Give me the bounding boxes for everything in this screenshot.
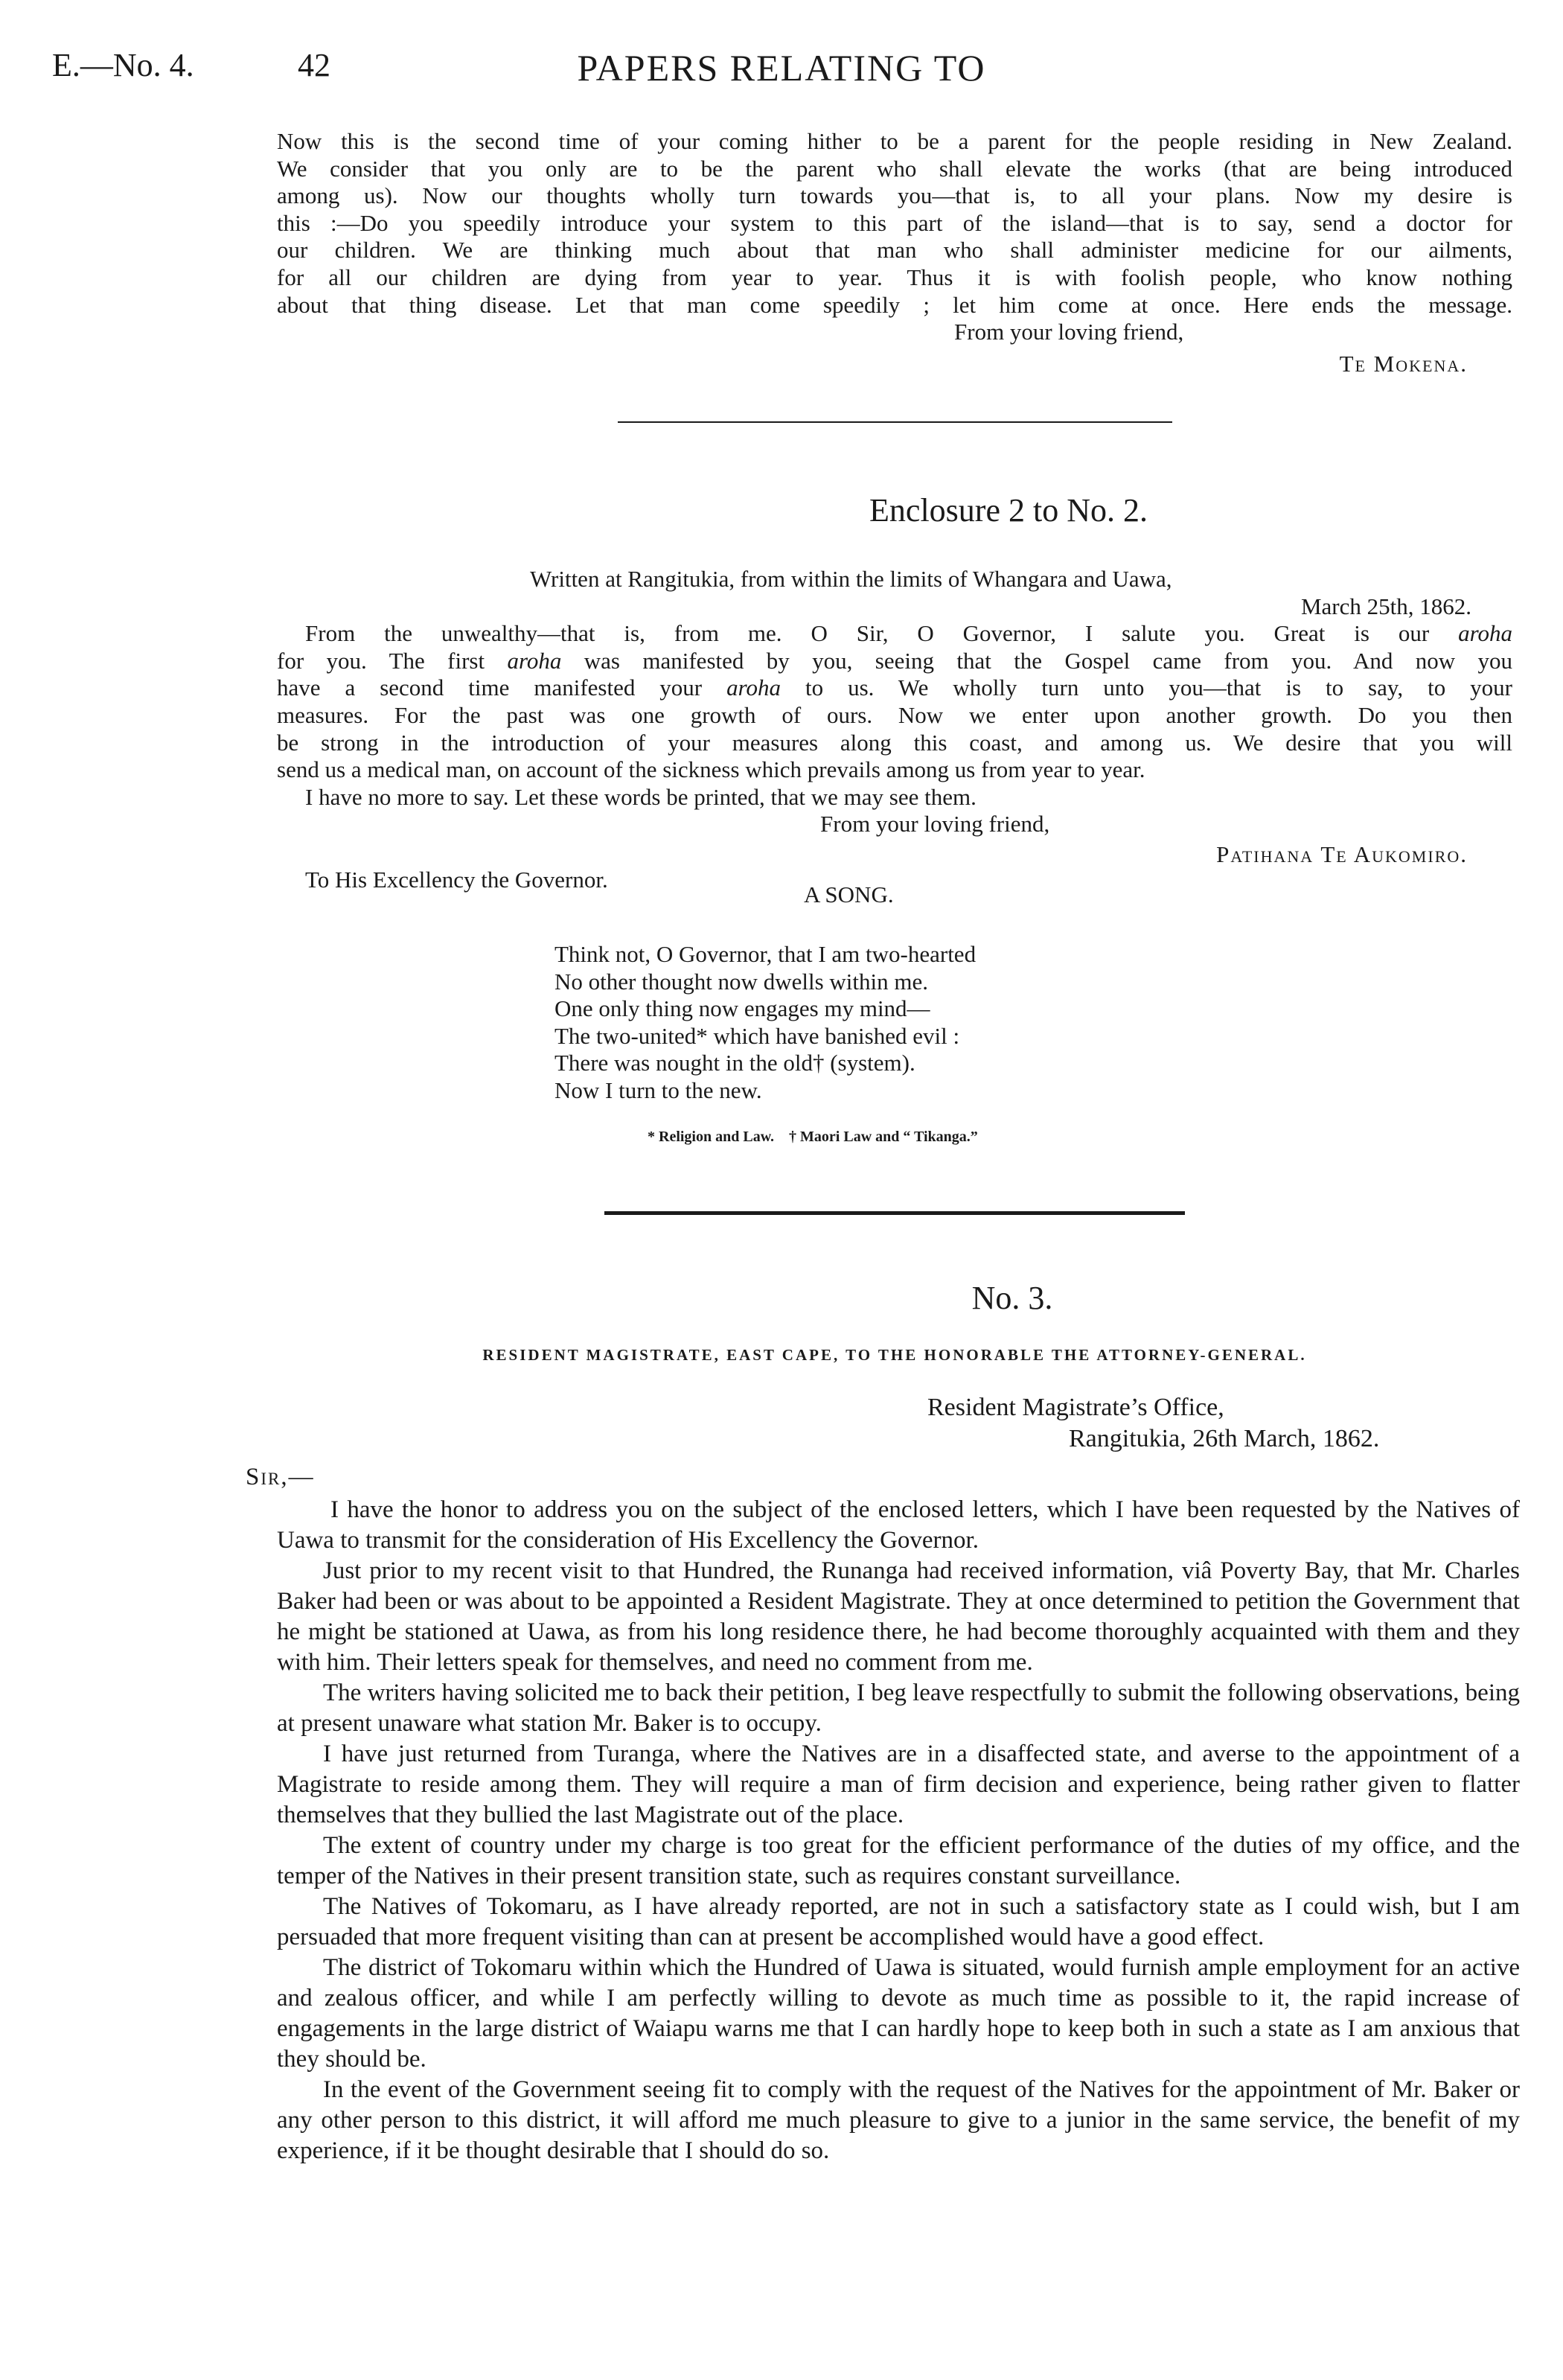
verse-line: The two-united* which have banished evil :	[554, 1022, 960, 1049]
section-subheading: RESIDENT MAGISTRATE, EAST CAPE, TO THE HONORABLE THE ATTORNEY-GENERAL.	[482, 1346, 1307, 1364]
letter-signature: Patihana Te Aukomiro.	[1216, 840, 1468, 867]
verse-line: One only thing now engages my mind—	[554, 995, 930, 1022]
letter-te-mokena	[277, 128, 1512, 377]
text-line: be strong in the introduction of your measures along this coast, and among us. We desire that you will	[277, 729, 1512, 756]
page-header	[52, 46, 1511, 98]
text-line: for all our children are dying from year to year. Thus it is with foolish people, who know nothing	[277, 264, 1512, 290]
text-line: have a second time manifested your aroha to us. We wholly turn unto you—that is to say, to your	[277, 674, 1512, 701]
song-footnote: * Religion and Law. † Maori Law and “ Tikanga.”	[648, 1129, 978, 1145]
letter-closing: From your loving friend,	[954, 319, 1184, 345]
text-line: send us a medical man, on account of the sickness which prevails among us from year to year.	[277, 756, 1145, 783]
text-line: about that thing disease. Let that man come speedily ; let him come at once. Here ends the message.	[277, 291, 1512, 318]
office-address	[927, 1392, 1379, 1455]
letter-body	[277, 1495, 1520, 2166]
text-line: our children. We are thinking much about that man who shall administer medicine for our ailments,	[277, 237, 1512, 264]
paragraph: The writers having solicited me to back their petition, I beg leave respectfully to submit the following observations, being at present unaware what station Mr. Baker is to occupy.	[277, 1679, 1520, 1737]
document-reference: E.—No. 4.	[52, 47, 194, 83]
paragraph: The district of Tokomaru within which the Hundred of Uawa is situated, would furnish ample employment for an active and zealous officer, and while I am perfectly willing to devote as much time as possible to it, the rapid increase of engagements in the large district of Waiapu warns me that I can hardly hope to keep both in such a state as I am anxious that they should be.	[277, 1954, 1520, 2073]
text-line: measures. For the past was one growth of ours. Now we enter upon another growth. Do you then	[277, 701, 1512, 728]
place-line: Written at Rangitukia, from within the limits of Whangara and Uawa,	[530, 566, 1172, 592]
enclosure-letter	[277, 566, 1512, 869]
song-verse	[554, 941, 976, 1105]
paragraph: In the event of the Government seeing fit to comply with the request of the Natives for the appointment of Mr. Baker or any other person to this district, it will afford me much pleasure to give to a junior in the same service, the benefit of my experience, if it be thought desirable that I should do so.	[277, 2076, 1520, 2164]
section-divider	[618, 421, 1172, 423]
paragraph: Just prior to my recent visit to that Hundred, the Runanga had received information, viâ Poverty Bay, that Mr. Charles Baker had been or was about to be appointed a Resident Magistrate. They at once determined to petition the Government that he might be stationed at Uawa, as from his long residence there, he had become thoroughly acquainted with them and they with him. Their letters speak for themselves, and need no comment from me.	[277, 1557, 1520, 1676]
office-line: Resident Magistrate’s Office,	[927, 1394, 1224, 1421]
text-line: for you. The first aroha was manifested by you, seeing that the Gospel came from you. And now you	[277, 647, 1512, 674]
verse-line: Now I turn to the new.	[554, 1076, 762, 1103]
text-line: We consider that you only are to be the parent who shall elevate the works (that are being introduced	[277, 155, 1512, 182]
section-heading: No. 3.	[971, 1280, 1053, 1316]
paragraph: I have the honor to address you on the subject of the enclosed letters, which I have been requested by the Natives of Uawa to transmit for the consideration of His Excellency the Governor.	[277, 1496, 1520, 1554]
verse-line: There was nought in the old† (system).	[554, 1050, 915, 1076]
addressee: To His Excellency the Governor.	[305, 867, 608, 893]
salutation: Sir,—	[246, 1464, 315, 1490]
letter-date: March 25th, 1862.	[1300, 593, 1471, 619]
text-line: Now this is the second time of your coming hither to be a parent for the people residing in New Zealand.	[277, 128, 1512, 154]
place-date-line: Rangitukia, 26th March, 1862.	[1069, 1425, 1380, 1452]
text-line: this :—Do you speedily introduce your system to this part of the island—that is to say, send a doctor for	[277, 209, 1512, 236]
verse-line: Think not, O Governor, that I am two-hearted	[554, 941, 977, 967]
text-line: From the unwealthy—that is, from me. O Sir, O Governor, I salute you. Great is our aroha	[305, 620, 1512, 647]
enclosure-heading: Enclosure 2 to No. 2.	[869, 492, 1148, 529]
letter-closing: From your loving friend,	[820, 811, 1050, 838]
paragraph: The Natives of Tokomaru, as I have already reported, are not in such a satisfactory state as I could wish, but I am persuaded that more frequent visiting than can at present be accomplished would have a good effect.	[277, 1893, 1520, 1950]
page-number: 42	[298, 47, 330, 83]
paragraph: The extent of country under my charge is too great for the efficient performance of the duties of my office, and the temper of the Natives in their present transition state, such as requires constant surveillance.	[277, 1832, 1520, 1889]
letter-signature: Te Mokena.	[1339, 350, 1468, 377]
song-title: A SONG.	[804, 881, 894, 907]
text-line: among us). Now our thoughts wholly turn towards you—that is, to all your plans. Now my desire is	[277, 182, 1512, 209]
running-title: PAPERS RELATING TO	[577, 47, 986, 89]
paragraph: I have just returned from Turanga, where the Natives are in a disaffected state, and averse to the appointment of a Magistrate to reside among them. They will require a man of firm decision and experience, being rather given to flatter themselves that they bullied the last Magistrate out of the place.	[277, 1741, 1520, 1828]
text-line: I have no more to say. Let these words be printed, that we may see them.	[305, 783, 977, 810]
section-divider-thick	[604, 1211, 1185, 1215]
verse-line: No other thought now dwells within me.	[554, 968, 928, 995]
